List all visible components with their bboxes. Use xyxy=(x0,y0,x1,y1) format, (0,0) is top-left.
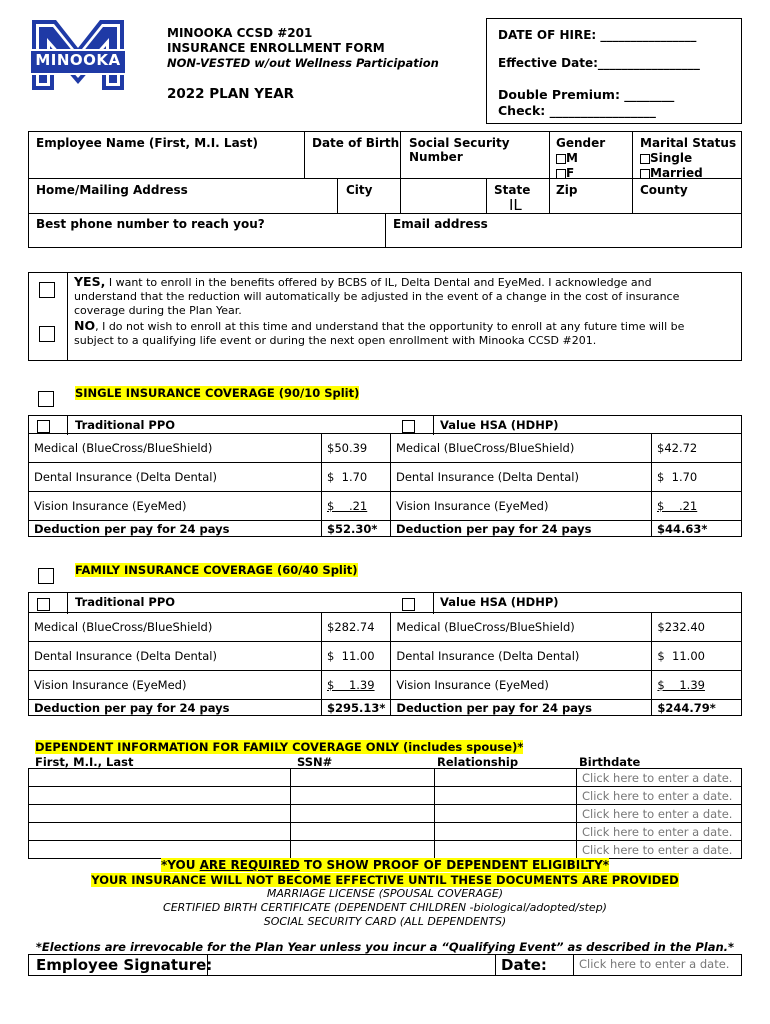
gender-m-checkbox[interactable] xyxy=(556,154,566,164)
table-cell: Deduction per pay for 24 pays xyxy=(391,700,652,716)
marital-group: Marital Status Single Married xyxy=(640,136,737,180)
dep-birthdate-cell[interactable]: Click here to enter a date. xyxy=(577,823,742,841)
single-ppo-checkbox[interactable] xyxy=(37,420,50,433)
table-cell: $42.72 xyxy=(652,434,742,463)
table-cell: $ 1.39 xyxy=(652,671,742,700)
city-label: City xyxy=(346,183,373,197)
date-label: Date: xyxy=(501,956,547,974)
dep-relationship-cell[interactable] xyxy=(435,769,577,787)
yes-checkbox[interactable] xyxy=(39,282,55,298)
dep-birthdate-cell[interactable]: Click here to enter a date. xyxy=(577,841,742,859)
single-plan-header-row xyxy=(28,415,742,434)
dep-relationship-cell[interactable] xyxy=(435,823,577,841)
table-cell: $ 1.70 xyxy=(322,463,391,492)
dep-col-relationship: Relationship xyxy=(437,755,519,769)
dep-birthdate-cell[interactable]: Click here to enter a date. xyxy=(577,805,742,823)
check-field[interactable]: Check: _________________ xyxy=(498,103,656,118)
table-cell: Dental Insurance (Delta Dental) xyxy=(29,642,322,671)
table-cell: $244.79* xyxy=(652,700,742,716)
zip-label: Zip xyxy=(556,183,578,197)
double-premium-field[interactable]: Double Premium: ________ xyxy=(498,87,675,102)
table-cell: $ .21 xyxy=(652,492,742,521)
dob-label: Date of Birth xyxy=(312,136,400,150)
table-cell: Deduction per pay for 24 pays xyxy=(391,521,652,537)
table-cell: Deduction per pay for 24 pays xyxy=(29,521,322,537)
district-name: MINOOKA CCSD #201 xyxy=(167,26,313,40)
state-value[interactable]: IL xyxy=(509,196,522,214)
form-title: INSURANCE ENROLLMENT FORM xyxy=(167,41,385,55)
dependents-title: DEPENDENT INFORMATION FOR FAMILY COVERAGE ONLY (includes spouse)* xyxy=(35,740,524,754)
logo-text: MINOOKA xyxy=(35,51,121,69)
dep-ssn-cell[interactable] xyxy=(291,805,435,823)
plan-year: 2022 PLAN YEAR xyxy=(167,86,295,102)
single-coverage-checkbox[interactable] xyxy=(38,391,54,407)
table-cell: Dental Insurance (Delta Dental) xyxy=(29,463,322,492)
election-box xyxy=(28,272,742,361)
county-label: County xyxy=(640,183,688,197)
table-row xyxy=(29,823,742,841)
table-cell: $295.13* xyxy=(322,700,391,716)
single-ppo-label: Traditional PPO xyxy=(75,418,176,432)
dep-name-cell[interactable] xyxy=(29,787,291,805)
table-cell: Medical (BlueCross/BlueShield) xyxy=(391,613,652,642)
table-cell: $52.30* xyxy=(322,521,391,537)
single-coverage-table xyxy=(28,433,742,537)
family-hsa-checkbox[interactable] xyxy=(402,598,415,611)
table-cell: Vision Insurance (EyeMed) xyxy=(391,492,652,521)
table-cell: Vision Insurance (EyeMed) xyxy=(29,671,322,700)
table-cell: Vision Insurance (EyeMed) xyxy=(29,492,322,521)
dep-relationship-cell[interactable] xyxy=(435,841,577,859)
dependents-table xyxy=(28,768,742,859)
dep-name-cell[interactable] xyxy=(29,805,291,823)
table-row xyxy=(29,787,742,805)
ssn-label: Social Security Number xyxy=(409,136,510,164)
single-hsa-label: Value HSA (HDHP) xyxy=(440,418,559,432)
table-cell: $ 11.00 xyxy=(322,642,391,671)
form-subtitle: NON-VESTED w/out Wellness Participation xyxy=(167,56,439,70)
doc-birth-cert: CERTIFIED BIRTH CERTIFICATE (DEPENDENT CHILDREN -biological/adopted/step) xyxy=(163,901,607,914)
effective-date-field[interactable]: Effective Date:_________________ xyxy=(498,56,700,70)
single-hsa-checkbox[interactable] xyxy=(402,420,415,433)
employee-name-label: Employee Name (First, M.I. Last) xyxy=(36,136,259,150)
table-cell: Dental Insurance (Delta Dental) xyxy=(391,642,652,671)
table-cell: $ .21 xyxy=(322,492,391,521)
dep-ssn-cell[interactable] xyxy=(291,823,435,841)
table-cell: $50.39 xyxy=(322,434,391,463)
table-cell: $44.63* xyxy=(652,521,742,537)
dep-relationship-cell[interactable] xyxy=(435,805,577,823)
district-logo xyxy=(30,18,126,92)
table-cell: $282.74 xyxy=(322,613,391,642)
single-checkbox[interactable] xyxy=(640,154,650,164)
dep-birthdate-cell[interactable]: Click here to enter a date. xyxy=(577,787,742,805)
family-ppo-label: Traditional PPO xyxy=(75,595,176,609)
table-cell: Medical (BlueCross/BlueShield) xyxy=(391,434,652,463)
dep-ssn-cell[interactable] xyxy=(291,769,435,787)
dep-ssn-cell[interactable] xyxy=(291,841,435,859)
phone-label: Best phone number to reach you? xyxy=(36,217,265,231)
address-label: Home/Mailing Address xyxy=(36,183,188,197)
table-row xyxy=(29,841,742,859)
table-row xyxy=(29,769,742,787)
effective-notice: YOUR INSURANCE WILL NOT BECOME EFFECTIVE UNTIL THESE DOCUMENTS ARE PROVIDED xyxy=(91,873,679,887)
table-cell: $ 1.39 xyxy=(322,671,391,700)
state-label: State xyxy=(494,183,531,197)
no-statement: NO, I do not wish to enroll at this time and understand that the opportunity to enroll at any future time will be subject to a qualifying life event or during the next open enrollment with Minooka CCSD #201. xyxy=(74,318,685,347)
dep-col-name: First, M.I., Last xyxy=(35,755,134,769)
dep-name-cell[interactable] xyxy=(29,823,291,841)
table-cell: $ 11.00 xyxy=(652,642,742,671)
table-cell: $ 1.70 xyxy=(652,463,742,492)
gender-group: Gender M F xyxy=(556,136,606,180)
signature-field[interactable] xyxy=(209,955,493,975)
gender-f-checkbox[interactable] xyxy=(556,169,566,179)
family-hsa-label: Value HSA (HDHP) xyxy=(440,595,559,609)
table-cell: Dental Insurance (Delta Dental) xyxy=(391,463,652,492)
signature-date-field[interactable]: Click here to enter a date. xyxy=(579,957,730,971)
signature-label: Employee Signature: xyxy=(36,956,213,974)
table-cell: $232.40 xyxy=(652,613,742,642)
dep-name-cell[interactable] xyxy=(29,769,291,787)
dep-birthdate-cell[interactable]: Click here to enter a date. xyxy=(577,769,742,787)
dep-col-ssn: SSN# xyxy=(297,755,333,769)
family-coverage-title: FAMILY INSURANCE COVERAGE (60/40 Split) xyxy=(75,563,358,577)
dep-name-cell[interactable] xyxy=(29,841,291,859)
doc-ssn-card: SOCIAL SECURITY CARD (ALL DEPENDENTS) xyxy=(263,915,507,928)
dep-ssn-cell[interactable] xyxy=(291,787,435,805)
no-checkbox[interactable] xyxy=(39,326,55,342)
family-coverage-table xyxy=(28,612,742,716)
dep-relationship-cell[interactable] xyxy=(435,787,577,805)
signature-row xyxy=(28,954,742,976)
single-coverage-title: SINGLE INSURANCE COVERAGE (90/10 Split) xyxy=(75,386,360,400)
table-cell: Deduction per pay for 24 pays xyxy=(29,700,322,716)
office-use-box xyxy=(486,18,742,124)
table-cell: Medical (BlueCross/BlueShield) xyxy=(29,613,322,642)
date-of-hire-field[interactable]: DATE OF HIRE: ________________ xyxy=(498,28,697,42)
table-cell: Medical (BlueCross/BlueShield) xyxy=(29,434,322,463)
irrevocable-notice: *Elections are irrevocable for the Plan Year unless you incur a “Qualifying Event” as described in the Plan.* xyxy=(35,940,735,954)
table-row xyxy=(29,805,742,823)
proof-required-notice: *YOU ARE REQUIRED TO SHOW PROOF OF DEPENDENT ELIGIBILTY* xyxy=(160,858,610,872)
email-label: Email address xyxy=(393,217,488,231)
doc-marriage: MARRIAGE LICENSE (SPOUSAL COVERAGE) xyxy=(266,887,504,900)
dep-col-birthdate: Birthdate xyxy=(579,755,641,769)
employee-info-grid xyxy=(28,131,742,248)
married-checkbox[interactable] xyxy=(640,169,650,179)
table-cell: Vision Insurance (EyeMed) xyxy=(391,671,652,700)
family-plan-header-row xyxy=(28,592,742,613)
yes-statement: YES, I want to enroll in the benefits offered by BCBS of IL, Delta Dental and EyeMed. I acknowledge and understand that the reduction will automatically be adjusted in the event of a change in the cost of insurance coverage during the Plan Year. xyxy=(74,274,680,317)
family-ppo-checkbox[interactable] xyxy=(37,598,50,611)
family-coverage-checkbox[interactable] xyxy=(38,568,54,584)
